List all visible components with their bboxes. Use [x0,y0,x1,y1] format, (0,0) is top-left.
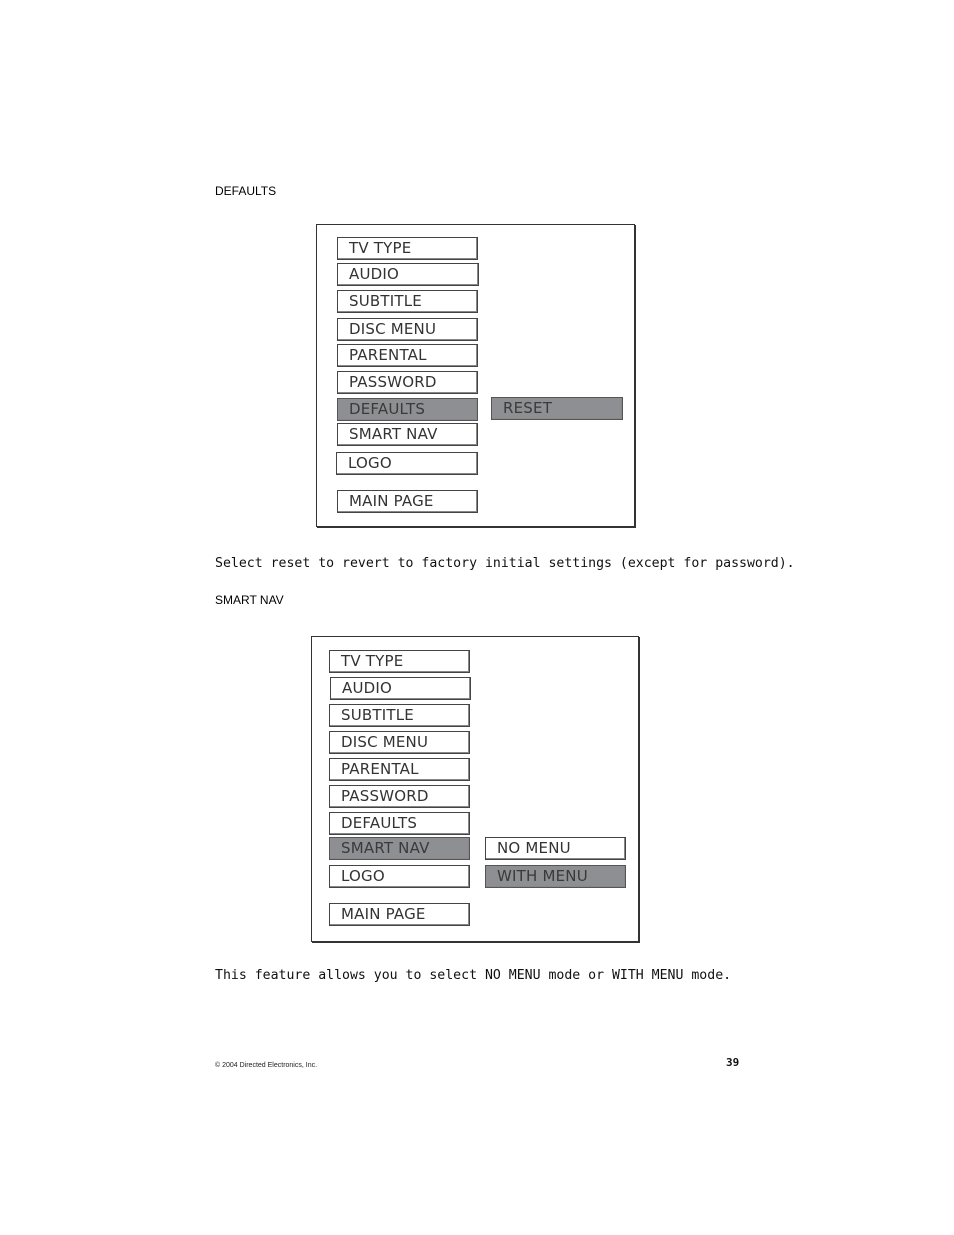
menu-item-tv-type[interactable]: TV TYPE [337,237,478,260]
menu-item-password[interactable]: PASSWORD [329,785,470,808]
page-number: 39 [726,1056,740,1069]
smart-nav-description: This feature allows you to select NO MENU mode or WITH MENU mode. [215,968,732,983]
menu-item-password[interactable]: PASSWORD [337,371,478,394]
menu-item-logo[interactable]: LOGO [336,452,478,475]
menu-item-smart-nav[interactable]: SMART NAV [337,423,478,446]
menu-item-disc-menu[interactable]: DISC MENU [337,318,478,341]
defaults-description: Select reset to revert to factory initial settings (except for password). [215,556,795,571]
defaults-menu-panel [316,224,635,527]
menu-item-parental[interactable]: PARENTAL [337,344,478,367]
menu-item-logo[interactable]: LOGO [329,865,470,888]
menu-item-disc-menu[interactable]: DISC MENU [329,731,470,754]
option-with-menu-selected[interactable]: WITH MENU [485,865,626,888]
section-heading-defaults: DEFAULTS [215,184,277,198]
option-no-menu[interactable]: NO MENU [485,837,626,860]
menu-item-audio[interactable]: AUDIO [330,677,471,700]
menu-item-main-page[interactable]: MAIN PAGE [337,490,478,513]
option-reset[interactable]: RESET [491,397,623,420]
smart-nav-menu-panel [311,636,639,942]
menu-item-subtitle[interactable]: SUBTITLE [337,290,478,313]
menu-item-subtitle[interactable]: SUBTITLE [329,704,470,727]
menu-item-defaults[interactable]: DEFAULTS [329,812,470,835]
menu-item-tv-type[interactable]: TV TYPE [329,650,470,673]
section-heading-smart-nav: SMART NAV [215,593,284,607]
menu-item-parental[interactable]: PARENTAL [329,758,470,781]
menu-item-audio[interactable]: AUDIO [337,263,479,286]
footer-copyright: © 2004 Directed Electronics, Inc. [215,1062,318,1069]
menu-item-defaults-active[interactable]: DEFAULTS [337,398,478,421]
menu-item-smart-nav-active[interactable]: SMART NAV [329,837,470,860]
menu-item-main-page[interactable]: MAIN PAGE [329,903,470,926]
